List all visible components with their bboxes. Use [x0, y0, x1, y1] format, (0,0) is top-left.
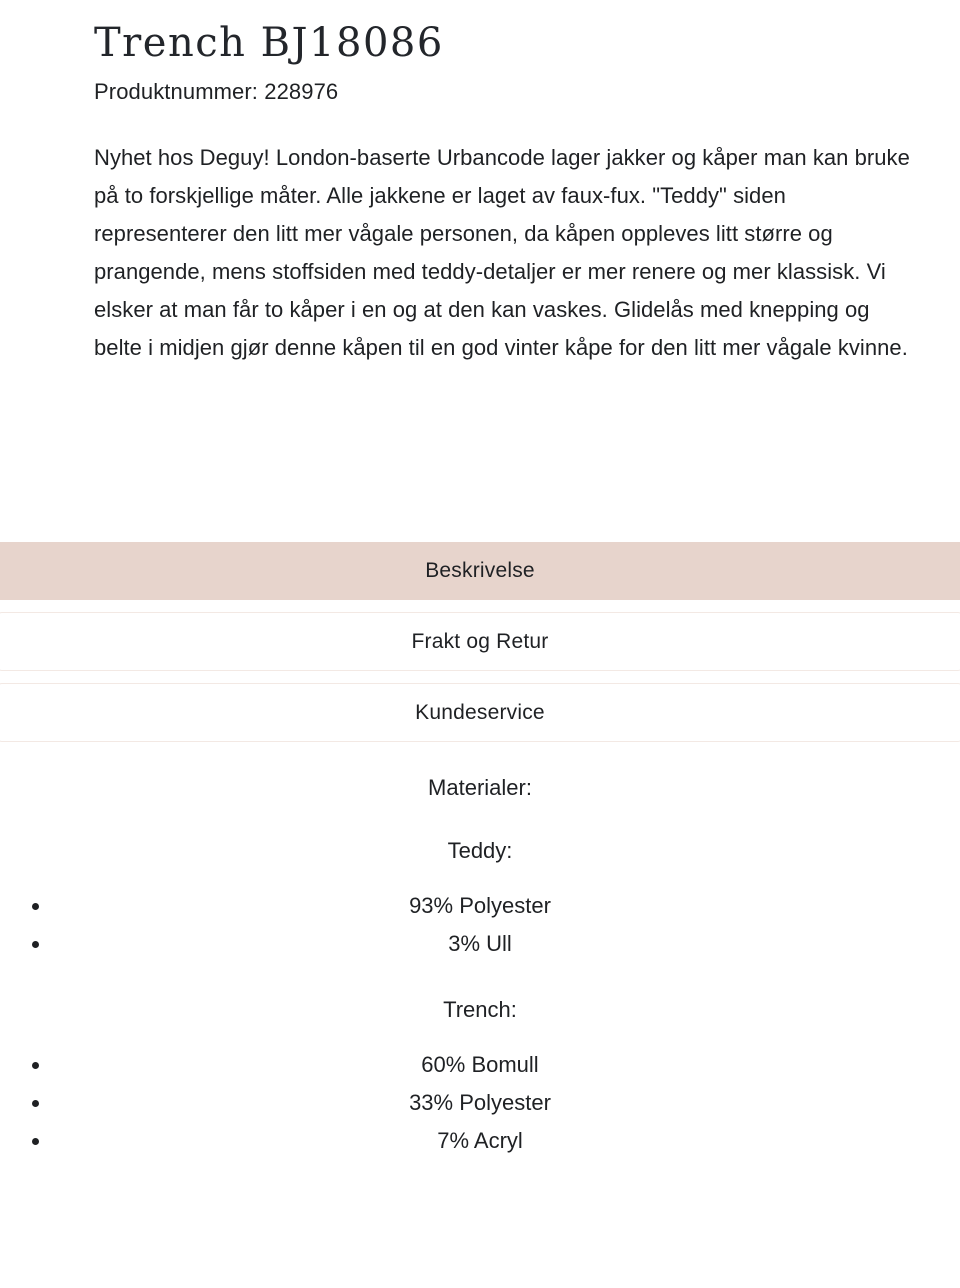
product-header: [0, 0, 960, 106]
list-item: 93% Polyester: [0, 887, 960, 925]
materials-group-heading-teddy: Teddy:: [447, 838, 513, 863]
list-item: 33% Polyester: [0, 1084, 960, 1122]
list-item: 3% Ull: [0, 925, 960, 963]
accordion-item-kundeservice[interactable]: [0, 683, 960, 742]
materials-section: [0, 772, 960, 1160]
accordion-item-beskrivelse[interactable]: [0, 542, 960, 600]
materials-heading: Materialer:: [428, 775, 532, 800]
materials-group-heading-trench: Trench:: [443, 997, 517, 1022]
materials-list-teddy: [0, 867, 960, 963]
product-description: Nyhet hos Deguy! London-baserte Urbancode lager jakker og kåper man kan bruke på to forskjellige måter. Alle jakkene er laget av faux-fux. "Teddy" siden representerer den litt mer vågale personen, da kåpen oppleves litt større og prangende, mens stoffsiden med teddy-detaljer er mer renere og mer klassisk. Vi elsker at man får to kåper i en og at den kan vaskes. Glidelås med knepping og belte i midjen gjør denne kåpen til en god vinter kåpe for den litt mer vågale kvinne.: [94, 145, 910, 360]
product-number: Produktnummer: 228976: [94, 79, 339, 104]
accordion-label-frakt-og-retur: Frakt og Retur: [411, 629, 549, 653]
list-item: 7% Acryl: [0, 1122, 960, 1160]
materials-list-trench: [0, 1026, 960, 1160]
page-title: Trench BJ18086: [94, 20, 444, 66]
product-info-accordion: [0, 542, 960, 742]
accordion-item-frakt-og-retur[interactable]: [0, 612, 960, 671]
list-item: 60% Bomull: [0, 1046, 960, 1084]
accordion-label-kundeservice: Kundeservice: [415, 700, 545, 724]
accordion-label-beskrivelse: Beskrivelse: [425, 559, 535, 582]
